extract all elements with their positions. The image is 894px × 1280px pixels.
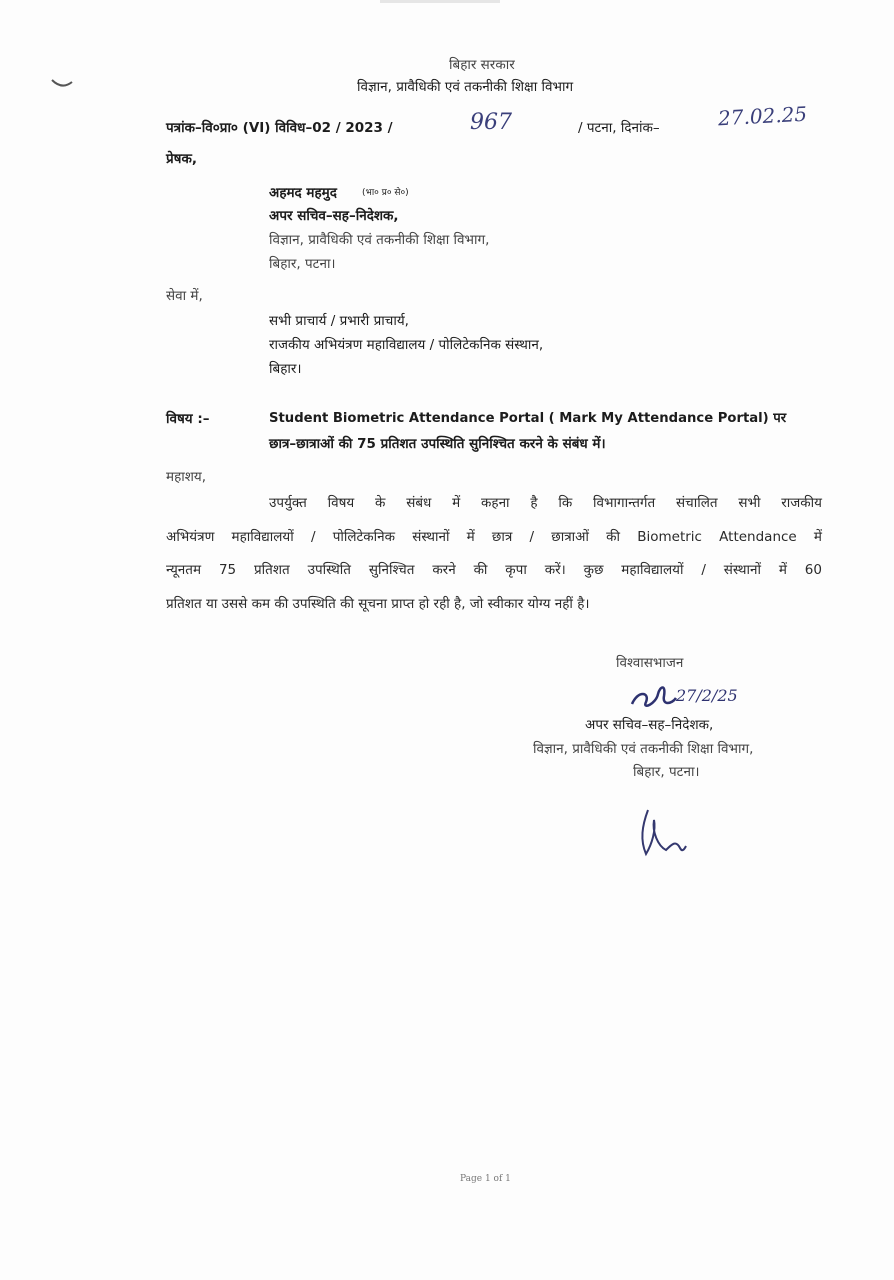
signature-mark — [628, 680, 680, 714]
recipient-line-1: सभी प्राचार्य / प्रभारी प्राचार्य, — [269, 313, 409, 329]
body-line-1: उपर्युक्त विषय के संबंध में कहना है कि विभागान्तर्गत संचालित सभी राजकीय — [269, 495, 822, 511]
sender-designation: अपर सचिव–सह–निदेशक, — [269, 208, 399, 224]
sender-label: प्रेषक, — [166, 151, 197, 167]
letter-number-handwritten: 967 — [470, 110, 512, 135]
sender-department: विज्ञान, प्रावैधिकी एवं तकनीकी शिक्षा विभाग, — [269, 232, 490, 248]
initials-mark — [636, 800, 692, 860]
body-line-4: प्रतिशत या उससे कम की उपस्थिति की सूचना प्राप्त हो रही है, जो स्वीकार योग्य नहीं है। — [166, 596, 590, 612]
closing-department: विज्ञान, प्रावैधिकी एवं तकनीकी शिक्षा विभाग, — [533, 741, 754, 757]
department-title: विज्ञान, प्रावैधिकी एवं तकनीकी शिक्षा विभाग — [357, 79, 574, 95]
sender-service: (भा० प्र० से०) — [362, 188, 409, 198]
closing-address: बिहार, पटना। — [633, 764, 700, 780]
government-title: बिहार सरकार — [449, 57, 515, 73]
place-date-label: / पटना, दिनांक– — [578, 120, 660, 136]
signature-date: 27/2/25 — [676, 686, 738, 705]
scan-mark-top — [380, 0, 500, 6]
date-handwritten: 27.02.25 — [717, 101, 808, 131]
sender-address: बिहार, पटना। — [269, 256, 336, 272]
body-line-2: अभियंत्रण महाविद्यालयों / पोलिटेकनिक संस्थानों में छात्र / छात्राओं की Biometric Attendance में — [166, 529, 822, 545]
subject-line-2: छात्र–छात्राओं की 75 प्रतिशत उपस्थिति सुनिश्चित करने के संबंध में। — [269, 436, 606, 452]
body-line-3: न्यूनतम 75 प्रतिशत उपस्थिति सुनिश्चित करने की कृपा करें। कुछ महाविद्यालयों / संस्थानों में 60 — [166, 562, 822, 578]
recipient-label: सेवा में, — [166, 288, 203, 304]
closing-designation: अपर सचिव–सह–निदेशक, — [585, 717, 714, 733]
signature — [628, 680, 768, 720]
sender-name: अहमद महमुद — [269, 185, 337, 201]
page-number: Page 1 of 1 — [460, 1174, 511, 1184]
closing-regards: विश्वासभाजन — [616, 655, 684, 671]
subject-line-1: Student Biometric Attendance Portal ( Mark My Attendance Portal) पर — [269, 411, 787, 426]
letter-number-prefix: पत्रांक–वि०प्रा० (VI) विविध–02 / 2023 / — [166, 120, 393, 136]
scan-mark-left — [50, 76, 74, 90]
recipient-line-3: बिहार। — [269, 361, 302, 377]
salutation: महाशय, — [166, 469, 207, 485]
subject-label: विषय :– — [166, 411, 210, 427]
recipient-line-2: राजकीय अभियंत्रण महाविद्यालय / पोलिटेकनिक संस्थान, — [269, 337, 544, 353]
